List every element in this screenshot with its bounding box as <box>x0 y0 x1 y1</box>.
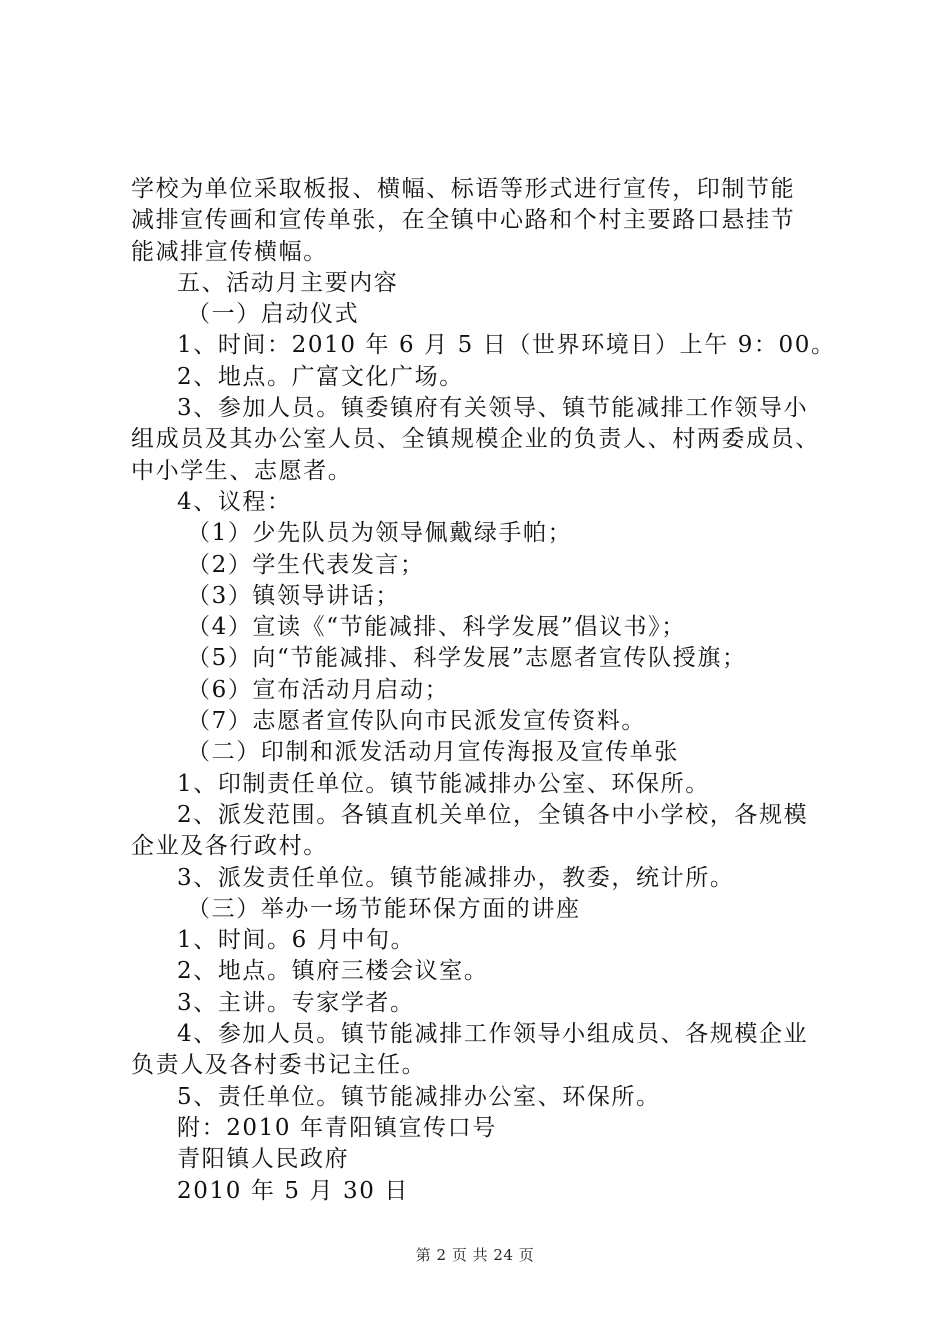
text-line: 4、议程： <box>177 488 292 515</box>
text-line: 2、派发范围。各镇直机关单位，全镇各中小学校，各规模 <box>177 801 809 828</box>
text-line: 3、派发责任单位。镇节能减排办，教委，统计所。 <box>177 864 735 891</box>
text-line: 附：2010 年青阳镇宣传口号 <box>177 1114 497 1141</box>
text-line: 3、主讲。专家学者。 <box>177 989 415 1016</box>
text-line: （6）宣布活动月启动； <box>187 676 450 703</box>
text-line: 负责人及各村委书记主任。 <box>131 1052 427 1079</box>
text-line: 五、活动月主要内容 <box>177 269 399 296</box>
text-line: 能减排宣传横幅。 <box>131 238 328 265</box>
text-line: （三）举办一场节能环保方面的讲座 <box>187 895 581 922</box>
text-line: 中小学生、志愿者。 <box>131 457 353 484</box>
text-line: 3、参加人员。镇委镇府有关领导、镇节能减排工作领导小 <box>177 395 809 422</box>
text-line: 2010 年 5 月 30 日 <box>177 1177 409 1204</box>
text-line: 4、参加人员。镇节能减排工作领导小组成员、各规模企业 <box>177 1021 809 1048</box>
text-line: 2、地点。广富文化广场。 <box>177 363 464 390</box>
text-line: 1、时间。6 月中旬。 <box>177 927 416 954</box>
text-line: （2）学生代表发言； <box>187 551 425 578</box>
text-line: （二）印制和派发活动月宣传海报及宣传单张 <box>187 739 679 766</box>
text-line: 1、印制责任单位。镇节能减排办公室、环保所。 <box>177 770 710 797</box>
document-body <box>131 174 836 1207</box>
text-line: （3）镇领导讲话； <box>187 582 401 609</box>
text-line: 学校为单位采取板报、横幅、标语等形式进行宣传，印制节能 <box>131 176 796 202</box>
text-line: 减排宣传画和宣传单张，在全镇中心路和个村主要路口悬挂节 <box>131 207 796 234</box>
text-line: 青阳镇人民政府 <box>177 1146 350 1173</box>
text-line: （7）志愿者宣传队向市民派发宣传资料。 <box>187 708 647 735</box>
text-line: 1、时间：2010 年 6 月 5 日（世界环境日）上午 9：00。 <box>177 332 836 359</box>
text-line: （5）向“节能减排、科学发展”志愿者宣传队授旗； <box>187 645 747 672</box>
text-line: （一）启动仪式 <box>187 301 360 328</box>
text-line: 2、地点。镇府三楼会议室。 <box>177 958 489 985</box>
text-line: 企业及各行政村。 <box>131 833 328 860</box>
text-line: （1）少先队员为领导佩戴绿手帕； <box>187 520 573 547</box>
text-line: 5、责任单位。镇节能减排办公室、环保所。 <box>177 1083 661 1110</box>
text-line: （4）宣读《“节能减排、科学发展”倡议书》； <box>187 614 686 641</box>
page-footer: 第 2 页 共 24 页 <box>415 1246 535 1264</box>
text-line: 组成员及其办公室人员、全镇规模企业的负责人、村两委成员、 <box>131 426 820 453</box>
